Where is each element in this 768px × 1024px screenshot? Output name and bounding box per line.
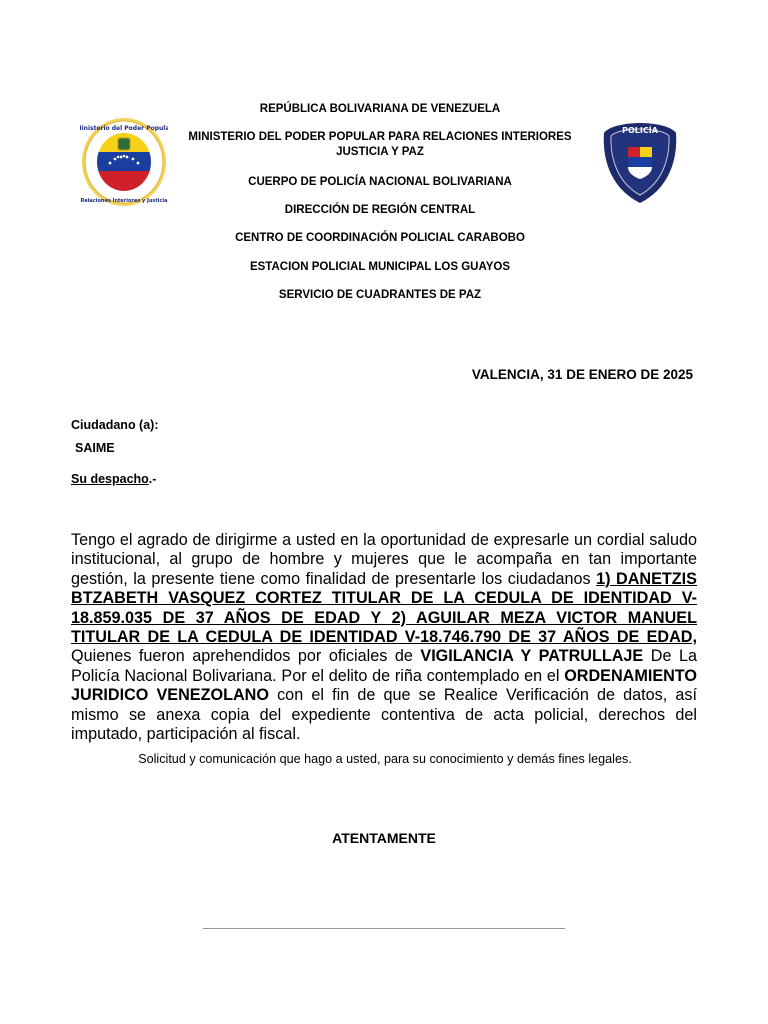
recipient-label: Ciudadano (a): <box>71 418 159 432</box>
svg-text:Ministerio del Poder Popular: Ministerio del Poder Popular <box>80 125 168 132</box>
body-unit: VIGILANCIA Y PATRULLAJE <box>420 647 644 666</box>
despacho-line <box>71 472 156 486</box>
body-closing: con el fin de que se Realice Verificación de datos, así mismo se anexa copia del expediente contentiva de acta policial, derechos del imputado, participación al fiscal. <box>71 686 697 744</box>
despacho-text: Su despacho <box>71 472 149 486</box>
sign-off: ATENTAMENTE <box>332 830 436 846</box>
signature-line <box>203 928 565 929</box>
badge-top-text: POLICÍA <box>622 126 658 135</box>
header-station: ESTACION POLICIAL MUNICIPAL LOS GUAYOS <box>249 261 511 273</box>
body-citizens: 1) DANETZIS BTZABETH VASQUEZ CORTEZ TITULAR DE LA CEDULA DE IDENTIDAD V-18.859.035 DE 37 AÑOS DE EDAD Y 2) AGUILAR MEZA VICTOR MANUEL TITULAR DE LA CEDULA DE IDENTIDAD V-18.746.790 DE 37 AÑOS DE EDAD, <box>71 569 697 647</box>
header-ministry: MINISTERIO DEL PODER POPULAR PARA RELACIONES INTERIORES JUSTICIA Y PAZ <box>188 131 572 158</box>
document-date: VALENCIA, 31 DE ENERO DE 2025 <box>471 367 693 382</box>
body-apprehension: Quienes fueron aprehendidos por oficiales de <box>71 647 421 666</box>
body-legal-order: ORDENAMIENTO JURIDICO VENEZOLANO <box>71 666 697 705</box>
header-republic: REPÚBLICA BOLIVARIANA DE VENEZUELA <box>259 103 501 115</box>
police-badge-logo <box>602 121 678 205</box>
recipient-name: SAIME <box>75 441 115 455</box>
ministry-seal-logo <box>80 116 168 208</box>
header-service: SERVICIO DE CUADRANTES DE PAZ <box>278 289 482 301</box>
despacho-suffix: .- <box>148 472 157 486</box>
body-paragraph <box>71 531 697 744</box>
header-police-corps: CUERPO DE POLICÍA NACIONAL BOLIVARIANA <box>248 176 512 188</box>
header-region: DIRECCIÓN DE REGIÓN CENTRAL <box>284 204 476 216</box>
svg-text:Relaciones Interiores y Justic: Relaciones Interiores y Justicia <box>80 198 168 204</box>
closing-line: Solicitud y comunicación que hago a usted, para su conocimiento y demás fines legales. <box>138 752 632 766</box>
header-coordination-center: CENTRO DE COORDINACIÓN POLICIAL CARABOBO <box>235 232 525 244</box>
body-intro: Tengo el agrado de dirigirme a usted en la oportunidad de expresarle un cordial saludo institucional, al grupo de hombre y mujeres que le acompaña en tan importante gestión, la presente tiene como finalidad de presentarle los ciudadanos <box>71 531 697 588</box>
body-offense: De La Policía Nacional Bolivariana. Por el delito de riña contemplado en el <box>71 647 697 685</box>
